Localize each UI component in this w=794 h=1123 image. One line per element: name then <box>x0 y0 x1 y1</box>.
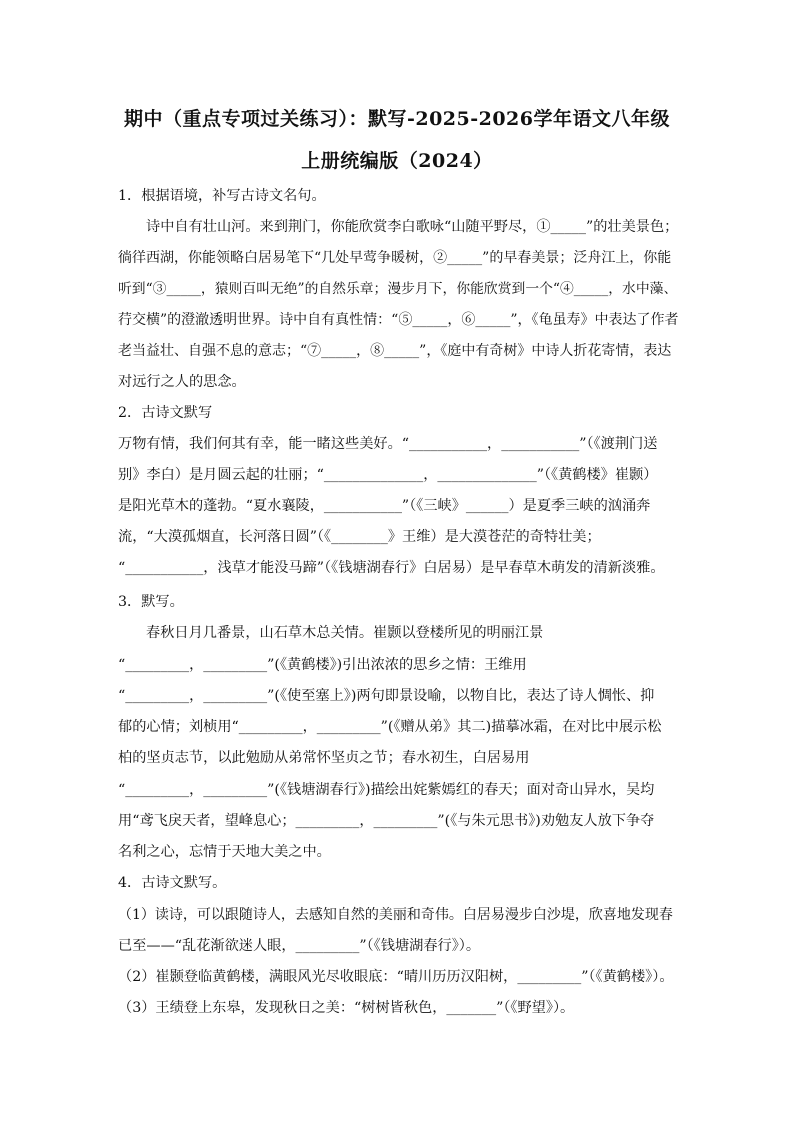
q1-line: 诗中自有壮山河。来到荆门，你能欣赏李白歌咏“山随平野尽，①_____”的壮美景色； <box>146 219 679 235</box>
q2-line: 是阳光草木的蓬勃。“夏水襄陵，___________”（《三峡》______）是夏季三峡的汹涌奔 <box>118 498 651 514</box>
q4-line: （1）读诗，可以跟随诗人，去感知自然的美丽和奇伟。白居易漫步白沙堤，欣喜地发现春 <box>118 907 673 923</box>
q3-line: “_________，_________”(《钱塘湖春行》)描绘出姹紫嫣红的春天；面对奇山异水，吴均 <box>118 782 655 798</box>
q1-line: 荇交横”的澄澈透明世界。诗中自有真性情：“⑤_____，⑥_____”，《龟虽寿》中表达了作者 <box>118 312 679 328</box>
q4-line: （2）崔颢登临黄鹤楼，满眼风光尽收眼底：“晴川历历汉阳树，_________”（《黄鹤楼》）。 <box>118 969 674 985</box>
q1-line: 对远行之人的思念。 <box>118 374 246 390</box>
q4-heading: 4．古诗文默写。 <box>118 875 227 891</box>
q3-line: 春秋日月几番景，山石草木总关情。崔颢以登楼所见的明丽江景 <box>146 625 544 641</box>
q4-line: 已至——“乱花渐欲迷人眼，_________”（《钱塘湖春行》）。 <box>118 938 481 954</box>
q1-heading: 1．根据语境，补写古诗文名句。 <box>118 188 326 204</box>
q2-line: 流，“大漠孤烟直，长河落日圆”（《________》王维）是大漠苍茫的奇特壮美； <box>118 529 601 545</box>
q4-line: （3）王绩登上东皋，发现秋日之美：“树树皆秋色，_______”（《野望》）。 <box>118 1000 575 1016</box>
document-title-line-2: 上册统编版（2024） <box>301 150 493 172</box>
q1-line: 听到“③_____，猿则百叫无绝”的自然乐章；漫步月下，你能欣赏到一个“④_____，水中藻、 <box>118 281 678 297</box>
q2-heading: 2．古诗文默写 <box>118 405 213 421</box>
q3-line: 柏的坚贞志节，以此勉励从弟常怀坚贞之节；春水初生，白居易用 <box>118 750 530 766</box>
q3-line: 用“鸢飞戾天者，望峰息心；_________，_________”(《与朱元思书》)劝勉友人放下争夺 <box>118 813 655 829</box>
q2-line: 别》李白）是月圆云起的壮丽；“______________，______________”（《黄鹤楼》崔颢） <box>118 467 658 483</box>
q3-line: “_________，_________”(《使至塞上》)两句即景设喻，以物自比，表达了诗人惆怅、抑 <box>118 688 655 704</box>
q2-line: 万物有情，我们何其有幸，能一睹这些美好。“___________，___________”（《渡荆门送 <box>118 436 658 452</box>
document-title-line-1: 期中（重点专项过关练习）：默写-2025-2026学年语文八年级 <box>123 108 671 130</box>
q1-line: 徜徉西湖，你能领略白居易笔下“几处早莺争暖树，②_____”的早春美景；泛舟江上，你能 <box>118 250 672 266</box>
q3-line: 名利之心，忘情于天地大美之中。 <box>118 844 331 860</box>
q2-line: “___________，浅草才能没马蹄”（《钱塘湖春行》白居易）是早春草木萌发的清新淡雅。 <box>118 560 665 576</box>
q1-line: 老当益壮、自强不息的意志；“⑦_____，⑧_____”，《庭中有奇树》中诗人折花寄情，表达 <box>118 343 672 359</box>
q3-line: “_________，_________”(《黄鹤楼》)引出浓浓的思乡之情：王维用 <box>118 657 527 673</box>
q3-line: 郁的心情；刘桢用“_________，_________”(《赠从弟》其二)描摹冰霜，在对比中展示松 <box>118 719 662 735</box>
q3-heading: 3．默写。 <box>118 594 184 610</box>
